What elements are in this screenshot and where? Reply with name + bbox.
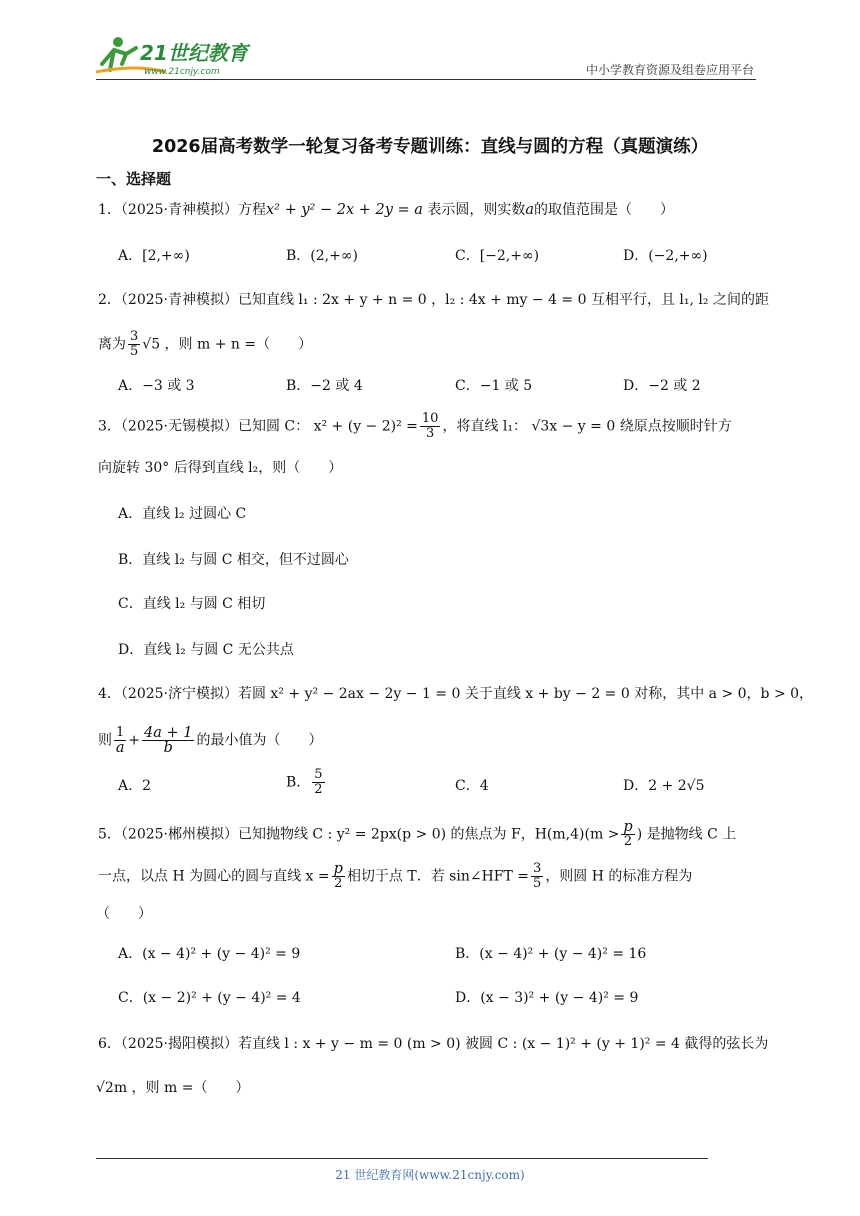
header-divider (96, 79, 756, 80)
q3-fraction: $\frac{10}{3}$ (421, 411, 439, 441)
q2-option-d[interactable]: D．−2 或 2 (623, 378, 701, 394)
logo-sub: www.21cnjy.com (144, 67, 220, 77)
q3-option-c[interactable]: C．直线 l₂ 与圆 C 相切 (118, 596, 266, 612)
q5-option-b[interactable]: B．(x − 4)² + (y − 4)² = 16 (455, 946, 647, 962)
question-2-line-2 (98, 330, 760, 359)
q1-suffix: 的取值范围是（ ） (534, 202, 675, 218)
q2-l2-pre: 离为 (98, 336, 126, 353)
q4-fraction-1: $\frac{1}{a}$ (115, 725, 125, 756)
platform-name: 中小学教育资源及组卷应用平台 (585, 63, 754, 77)
q1-prefix: 1．（2025·青神模拟）方程 (98, 202, 266, 218)
footer-link[interactable]: 21 世纪教育网(www.21cnjy.com) (335, 1168, 525, 1182)
question-3-line-2: 向旋转 30° 后得到直线 l₂，则（ ） (98, 460, 343, 476)
q2-option-b[interactable]: B．−2 或 4 (286, 378, 363, 394)
question-5-line-1 (98, 820, 760, 849)
q4-option-c[interactable]: C．4 (455, 778, 489, 794)
q1-variable: a (525, 202, 535, 218)
q3-option-a[interactable]: A．直线 l₂ 过圆心 C (118, 506, 247, 522)
q1-mid: 表示圆，则实数 (422, 202, 526, 218)
q2-l2-post: √5 ，则 m + n =（ ） (142, 336, 313, 353)
question-5-line-2 (98, 862, 760, 891)
q4-option-b[interactable] (286, 768, 327, 797)
q5-fraction-2: $\frac{p}{2}$ (333, 861, 343, 891)
q5-l2-post: ，则圆 H 的标准方程为 (545, 868, 693, 885)
q5-l1-pre: 5．（2025·郴州模拟）已知抛物线 C : y² = 2px(p > 0) 的焦点为 F，H(m,4)(m > (98, 826, 620, 843)
q5-l1-post: ) 是抛物线 C 上 (636, 826, 737, 843)
question-5-line-3: （ ） (96, 906, 152, 922)
q2-option-a[interactable]: A．−3 或 3 (118, 378, 195, 394)
q1-equation: x² + y² − 2x + 2y = a (266, 202, 423, 218)
q5-l2-pre: 一点，以点 H 为圆心的圆与直线 x = (98, 868, 330, 885)
q5-l2-mid: 相切于点 T．若 sin∠HFT = (346, 868, 530, 885)
q1-option-c[interactable]: C．[−2,+∞) (455, 248, 540, 264)
question-1 (98, 200, 760, 220)
q3-option-b[interactable]: B．直线 l₂ 与圆 C 相交，但不过圆心 (118, 552, 349, 568)
q4-b-label: B． (286, 774, 311, 791)
q1-option-a[interactable]: A．[2,+∞) (118, 248, 190, 264)
q3-l1-post: ，将直线 l₁： √3x − y = 0 绕原点按顺时针方 (442, 418, 732, 435)
q4-l2-pre: 则 (98, 732, 112, 749)
page-title: 2026届高考数学一轮复习备考专题训练：直线与圆的方程（真题演练） (151, 137, 709, 157)
question-6-line-2: √2m ，则 m =（ ） (96, 1080, 250, 1096)
question-2-line-1: 2．（2025·青神模拟）已知直线 l₁ : 2x + y + n = 0 ，l₂ : 4x + my − 4 = 0 互相平行，且 l₁, l₂ 之间的距 (98, 292, 769, 308)
q5-fraction-1: $\frac{p}{2}$ (623, 819, 633, 849)
q4-b-fraction: $\frac{5}{2}$ (314, 767, 323, 797)
question-6-line-1: 6．（2025·揭阳模拟）若直线 l : x + y − m = 0 (m > 0) 被圆 C : (x − 1)² + (y + 1)² = 4 截得的弦长为 (98, 1036, 769, 1052)
q2-option-c[interactable]: C．−1 或 5 (455, 378, 533, 394)
q1-option-b[interactable]: B．(2,+∞) (286, 248, 358, 264)
question-3-line-1 (98, 412, 760, 441)
logo-text: 21世纪教育 (140, 41, 248, 65)
q5-option-d[interactable]: D．(x − 3)² + (y − 4)² = 9 (455, 990, 639, 1006)
brand-logo (96, 34, 266, 78)
section-heading: 一、选择题 (96, 170, 172, 188)
q5-fraction-3: $\frac{3}{5}$ (533, 861, 542, 891)
q4-l2-post: 的最小值为（ ） (196, 732, 323, 749)
q2-fraction: $\frac{3}{5}$ (130, 329, 139, 359)
q5-option-a[interactable]: A．(x − 4)² + (y − 4)² = 9 (118, 946, 301, 962)
question-4-line-2: 则 $\frac{1}{a}$ + $\frac{4a + 1}{b}$ 的最小值为（ ） (98, 725, 323, 756)
q4-option-a[interactable]: A．2 (118, 778, 152, 794)
q3-l1-pre: 3．（2025·无锡模拟）已知圆 C： x² + (y − 2)² = (98, 418, 418, 435)
q1-option-d[interactable]: D．(−2,+∞) (623, 248, 708, 264)
question-4-line-1: 4．（2025·济宁模拟）若圆 x² + y² − 2ax − 2y − 1 = 0 关于直线 x + by − 2 = 0 对称，其中 a > 0，b > 0， (98, 686, 814, 702)
q4-option-d[interactable]: D．2 + 2√5 (623, 778, 705, 794)
footer-divider (96, 1158, 708, 1159)
q4-fraction-2: $\frac{4a + 1}{b}$ (144, 725, 193, 756)
q3-option-d[interactable]: D．直线 l₂ 与圆 C 无公共点 (118, 642, 294, 658)
q5-option-c[interactable]: C．(x − 2)² + (y − 4)² = 4 (118, 990, 301, 1006)
